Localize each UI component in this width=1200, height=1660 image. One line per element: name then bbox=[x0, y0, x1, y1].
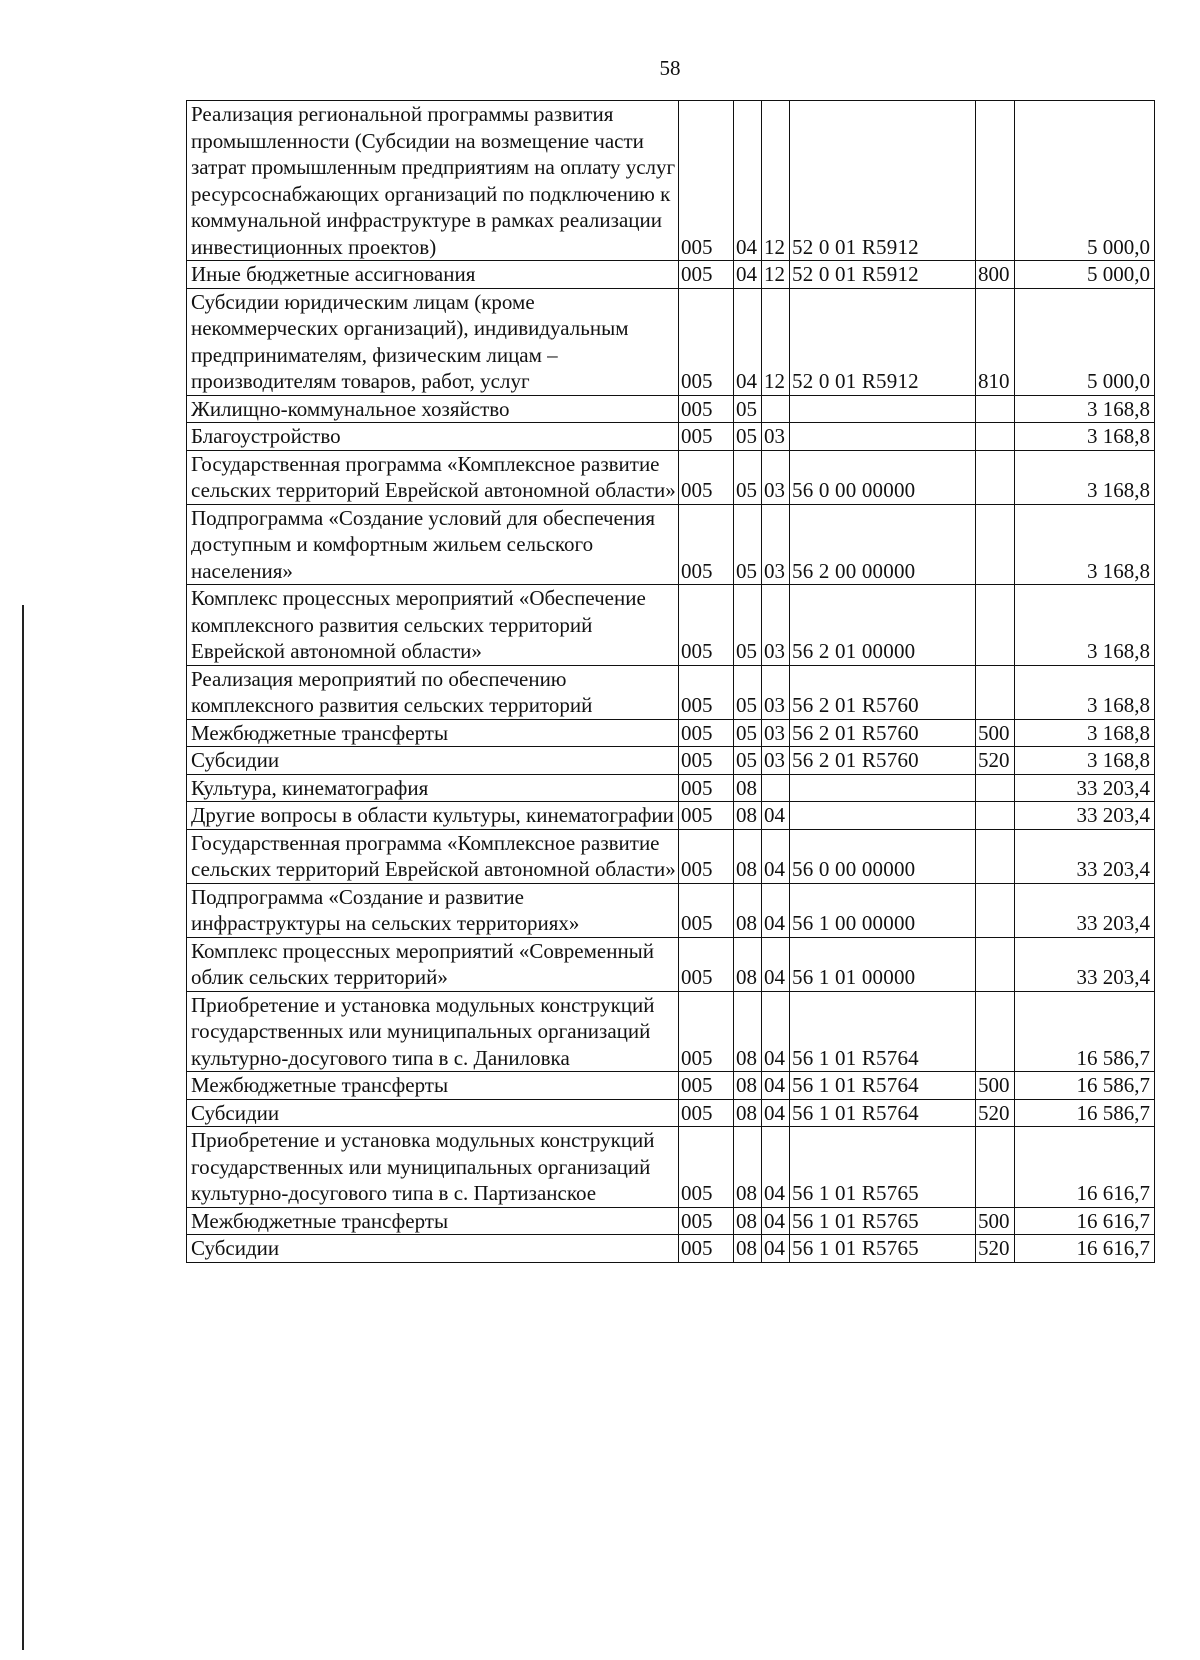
row-name: Комплекс процессных мероприятий «Обеспечение комплексного развития сельских территорий Еврейской автономной области» bbox=[187, 585, 679, 666]
expense-type-code: 800 bbox=[976, 261, 1015, 289]
target-article-code: 56 2 00 00000 bbox=[790, 504, 976, 585]
admin-code: 005 bbox=[679, 1072, 734, 1100]
amount: 3 168,8 bbox=[1015, 504, 1155, 585]
section-code: 08 bbox=[734, 1072, 762, 1100]
budget-table bbox=[186, 100, 1155, 1263]
amount: 3 168,8 bbox=[1015, 450, 1155, 504]
target-article-code: 56 1 01 R5765 bbox=[790, 1127, 976, 1208]
target-article-code: 52 0 01 R5912 bbox=[790, 288, 976, 395]
expense-type-code bbox=[976, 991, 1015, 1072]
subsection-code: 03 bbox=[762, 504, 790, 585]
subsection-code: 03 bbox=[762, 450, 790, 504]
target-article-code: 56 2 01 R5760 bbox=[790, 747, 976, 775]
admin-code: 005 bbox=[679, 423, 734, 451]
section-code: 05 bbox=[734, 504, 762, 585]
target-article-code bbox=[790, 774, 976, 802]
table-row bbox=[187, 747, 1155, 775]
expense-type-code: 520 bbox=[976, 1099, 1015, 1127]
subsection-code: 04 bbox=[762, 991, 790, 1072]
admin-code: 005 bbox=[679, 719, 734, 747]
admin-code: 005 bbox=[679, 774, 734, 802]
section-code: 05 bbox=[734, 747, 762, 775]
expense-type-code bbox=[976, 883, 1015, 937]
row-name: Реализация мероприятий по обеспечению комплексного развития сельских территорий bbox=[187, 665, 679, 719]
amount: 5 000,0 bbox=[1015, 261, 1155, 289]
table-row bbox=[187, 1207, 1155, 1235]
section-code: 08 bbox=[734, 829, 762, 883]
expense-type-code bbox=[976, 504, 1015, 585]
admin-code: 005 bbox=[679, 1235, 734, 1263]
subsection-code: 12 bbox=[762, 261, 790, 289]
amount: 33 203,4 bbox=[1015, 829, 1155, 883]
amount: 3 168,8 bbox=[1015, 665, 1155, 719]
section-code: 08 bbox=[734, 937, 762, 991]
amount: 33 203,4 bbox=[1015, 883, 1155, 937]
table-row bbox=[187, 261, 1155, 289]
target-article-code: 56 1 01 R5765 bbox=[790, 1235, 976, 1263]
target-article-code: 56 1 01 R5764 bbox=[790, 991, 976, 1072]
amount: 33 203,4 bbox=[1015, 937, 1155, 991]
budget-table-body bbox=[187, 101, 1155, 1263]
table-row bbox=[187, 991, 1155, 1072]
row-name: Приобретение и установка модульных конструкций государственных или муниципальных организаций культурно-досугового типа в с. Партизанское bbox=[187, 1127, 679, 1208]
row-name: Межбюджетные трансферты bbox=[187, 719, 679, 747]
row-name: Государственная программа «Комплексное развитие сельских территорий Еврейской автономной области» bbox=[187, 450, 679, 504]
section-code: 05 bbox=[734, 395, 762, 423]
expense-type-code bbox=[976, 665, 1015, 719]
subsection-code: 04 bbox=[762, 1127, 790, 1208]
table-row bbox=[187, 504, 1155, 585]
admin-code: 005 bbox=[679, 1099, 734, 1127]
admin-code: 005 bbox=[679, 665, 734, 719]
row-name: Культура, кинематография bbox=[187, 774, 679, 802]
expense-type-code bbox=[976, 802, 1015, 830]
amount: 16 586,7 bbox=[1015, 1099, 1155, 1127]
table-row bbox=[187, 1127, 1155, 1208]
row-name: Субсидии юридическим лицам (кроме некоммерческих организаций), индивидуальным предпринимателям, физическим лицам – производителям товаров, работ, услуг bbox=[187, 288, 679, 395]
subsection-code bbox=[762, 395, 790, 423]
amount: 16 616,7 bbox=[1015, 1235, 1155, 1263]
section-code: 08 bbox=[734, 1207, 762, 1235]
target-article-code bbox=[790, 395, 976, 423]
subsection-code: 03 bbox=[762, 719, 790, 747]
row-name: Подпрограмма «Создание условий для обеспечения доступным и комфортным жильем сельского населения» bbox=[187, 504, 679, 585]
expense-type-code bbox=[976, 829, 1015, 883]
section-code: 05 bbox=[734, 665, 762, 719]
target-article-code bbox=[790, 423, 976, 451]
expense-type-code: 500 bbox=[976, 719, 1015, 747]
expense-type-code: 810 bbox=[976, 288, 1015, 395]
target-article-code: 56 1 01 R5764 bbox=[790, 1072, 976, 1100]
target-article-code bbox=[790, 802, 976, 830]
admin-code: 005 bbox=[679, 1207, 734, 1235]
section-code: 08 bbox=[734, 1235, 762, 1263]
admin-code: 005 bbox=[679, 747, 734, 775]
section-code: 08 bbox=[734, 1127, 762, 1208]
table-row bbox=[187, 665, 1155, 719]
table-row bbox=[187, 1235, 1155, 1263]
row-name: Иные бюджетные ассигнования bbox=[187, 261, 679, 289]
admin-code: 005 bbox=[679, 883, 734, 937]
subsection-code: 12 bbox=[762, 288, 790, 395]
table-row bbox=[187, 802, 1155, 830]
table-row bbox=[187, 774, 1155, 802]
page-number: 58 bbox=[659, 56, 681, 80]
table-row bbox=[187, 450, 1155, 504]
row-name: Благоустройство bbox=[187, 423, 679, 451]
table-row bbox=[187, 829, 1155, 883]
row-name: Реализация региональной программы развития промышленности (Субсидии на возмещение части затрат промышленным предприятиям на оплату услуг ресурсоснабжающих организаций по подключению к коммунальной инфраструктуре в рамках реализации инвестиционных проектов) bbox=[187, 101, 679, 261]
row-name: Другие вопросы в области культуры, кинематографии bbox=[187, 802, 679, 830]
subsection-code: 04 bbox=[762, 1099, 790, 1127]
admin-code: 005 bbox=[679, 504, 734, 585]
section-code: 08 bbox=[734, 991, 762, 1072]
admin-code: 005 bbox=[679, 288, 734, 395]
subsection-code: 04 bbox=[762, 802, 790, 830]
subsection-code bbox=[762, 774, 790, 802]
amount: 5 000,0 bbox=[1015, 288, 1155, 395]
admin-code: 005 bbox=[679, 101, 734, 261]
row-name: Приобретение и установка модульных конструкций государственных или муниципальных организаций культурно-досугового типа в с. Даниловка bbox=[187, 991, 679, 1072]
table-row bbox=[187, 101, 1155, 261]
row-name: Субсидии bbox=[187, 747, 679, 775]
admin-code: 005 bbox=[679, 395, 734, 423]
amount: 16 616,7 bbox=[1015, 1127, 1155, 1208]
expense-type-code bbox=[976, 1127, 1015, 1208]
admin-code: 005 bbox=[679, 1127, 734, 1208]
target-article-code: 52 0 01 R5912 bbox=[790, 101, 976, 261]
subsection-code: 03 bbox=[762, 747, 790, 775]
amount: 33 203,4 bbox=[1015, 774, 1155, 802]
subsection-code: 04 bbox=[762, 1207, 790, 1235]
row-name: Субсидии bbox=[187, 1235, 679, 1263]
row-name: Межбюджетные трансферты bbox=[187, 1207, 679, 1235]
expense-type-code bbox=[976, 937, 1015, 991]
table-row bbox=[187, 883, 1155, 937]
section-code: 04 bbox=[734, 261, 762, 289]
target-article-code: 56 0 00 00000 bbox=[790, 829, 976, 883]
subsection-code: 03 bbox=[762, 423, 790, 451]
amount: 3 168,8 bbox=[1015, 719, 1155, 747]
section-code: 04 bbox=[734, 288, 762, 395]
expense-type-code bbox=[976, 585, 1015, 666]
subsection-code: 03 bbox=[762, 585, 790, 666]
row-name: Комплекс процессных мероприятий «Современный облик сельских территорий» bbox=[187, 937, 679, 991]
expense-type-code bbox=[976, 101, 1015, 261]
section-code: 08 bbox=[734, 802, 762, 830]
expense-type-code: 500 bbox=[976, 1072, 1015, 1100]
subsection-code: 12 bbox=[762, 101, 790, 261]
expense-type-code bbox=[976, 423, 1015, 451]
target-article-code: 56 1 01 00000 bbox=[790, 937, 976, 991]
admin-code: 005 bbox=[679, 991, 734, 1072]
table-row bbox=[187, 1099, 1155, 1127]
target-article-code: 56 2 01 R5760 bbox=[790, 719, 976, 747]
expense-type-code: 520 bbox=[976, 747, 1015, 775]
amount: 3 168,8 bbox=[1015, 585, 1155, 666]
table-row bbox=[187, 719, 1155, 747]
expense-type-code: 520 bbox=[976, 1235, 1015, 1263]
subsection-code: 04 bbox=[762, 1072, 790, 1100]
section-code: 05 bbox=[734, 423, 762, 451]
target-article-code: 56 1 01 R5764 bbox=[790, 1099, 976, 1127]
table-row bbox=[187, 585, 1155, 666]
section-code: 04 bbox=[734, 101, 762, 261]
row-name: Подпрограмма «Создание и развитие инфраструктуры на сельских территориях» bbox=[187, 883, 679, 937]
target-article-code: 56 2 01 00000 bbox=[790, 585, 976, 666]
admin-code: 005 bbox=[679, 829, 734, 883]
section-code: 08 bbox=[734, 883, 762, 937]
target-article-code: 56 2 01 R5760 bbox=[790, 665, 976, 719]
table-row bbox=[187, 423, 1155, 451]
target-article-code: 52 0 01 R5912 bbox=[790, 261, 976, 289]
section-code: 08 bbox=[734, 774, 762, 802]
expense-type-code bbox=[976, 450, 1015, 504]
table-row bbox=[187, 395, 1155, 423]
table-row bbox=[187, 1072, 1155, 1100]
admin-code: 005 bbox=[679, 802, 734, 830]
row-name: Субсидии bbox=[187, 1099, 679, 1127]
table-row bbox=[187, 288, 1155, 395]
row-name: Межбюджетные трансферты bbox=[187, 1072, 679, 1100]
amount: 16 616,7 bbox=[1015, 1207, 1155, 1235]
section-code: 08 bbox=[734, 1099, 762, 1127]
section-code: 05 bbox=[734, 585, 762, 666]
subsection-code: 03 bbox=[762, 665, 790, 719]
amount: 3 168,8 bbox=[1015, 747, 1155, 775]
table-row bbox=[187, 937, 1155, 991]
scan-margin-line bbox=[22, 605, 24, 1650]
subsection-code: 04 bbox=[762, 883, 790, 937]
amount: 16 586,7 bbox=[1015, 991, 1155, 1072]
expense-type-code bbox=[976, 774, 1015, 802]
subsection-code: 04 bbox=[762, 1235, 790, 1263]
target-article-code: 56 0 00 00000 bbox=[790, 450, 976, 504]
target-article-code: 56 1 01 R5765 bbox=[790, 1207, 976, 1235]
target-article-code: 56 1 00 00000 bbox=[790, 883, 976, 937]
row-name: Жилищно-коммунальное хозяйство bbox=[187, 395, 679, 423]
row-name: Государственная программа «Комплексное развитие сельских территорий Еврейской автономной области» bbox=[187, 829, 679, 883]
admin-code: 005 bbox=[679, 450, 734, 504]
amount: 16 586,7 bbox=[1015, 1072, 1155, 1100]
admin-code: 005 bbox=[679, 261, 734, 289]
subsection-code: 04 bbox=[762, 937, 790, 991]
expense-type-code bbox=[976, 395, 1015, 423]
amount: 3 168,8 bbox=[1015, 423, 1155, 451]
subsection-code: 04 bbox=[762, 829, 790, 883]
expense-type-code: 500 bbox=[976, 1207, 1015, 1235]
admin-code: 005 bbox=[679, 585, 734, 666]
section-code: 05 bbox=[734, 719, 762, 747]
section-code: 05 bbox=[734, 450, 762, 504]
amount: 5 000,0 bbox=[1015, 101, 1155, 261]
amount: 33 203,4 bbox=[1015, 802, 1155, 830]
amount: 3 168,8 bbox=[1015, 395, 1155, 423]
admin-code: 005 bbox=[679, 937, 734, 991]
